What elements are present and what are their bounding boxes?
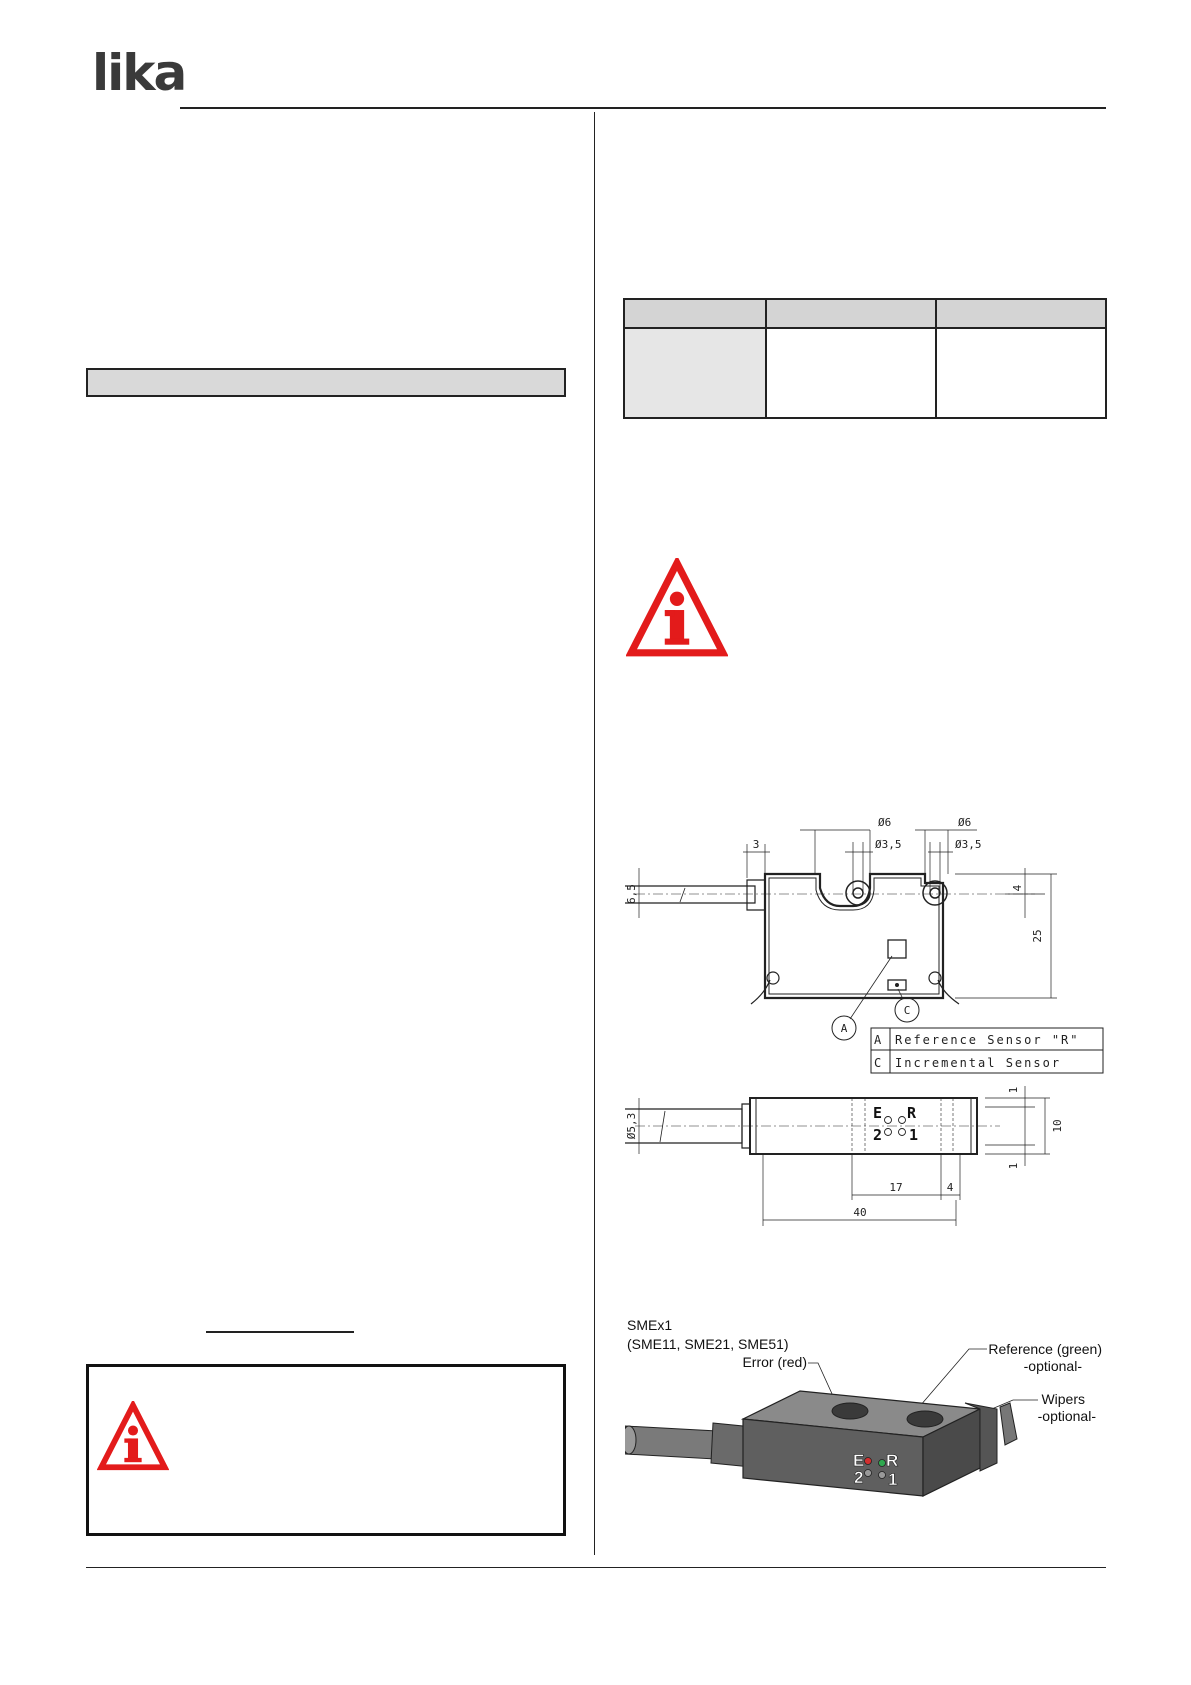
column-divider [594, 112, 595, 1555]
wipers-optional-label: -optional- [1037, 1408, 1096, 1424]
led-2-label: 2 [873, 1126, 883, 1144]
dimension-label: 25 [1031, 929, 1044, 943]
dimension-label: 10 [1051, 1119, 1064, 1133]
dimension-label: Ø6 [958, 816, 972, 829]
note-box [86, 1364, 566, 1536]
info-warning-icon [97, 1401, 169, 1473]
legend-text-c: Incremental Sensor [895, 1056, 1062, 1070]
callout-a-label: A [840, 1022, 848, 1035]
callout-c-label: C [903, 1004, 911, 1017]
dimension-label: 1 [1007, 1162, 1020, 1170]
footer-rule [86, 1567, 1106, 1568]
dimension-label: Ø3,5 [955, 838, 982, 851]
device-isometric-drawing [625, 1311, 1105, 1511]
dimension-label: 3 [752, 838, 760, 851]
dimension-label: Ø5,3 [625, 1112, 638, 1140]
header-rule [180, 107, 1106, 109]
dimension-label: 40 [853, 1206, 867, 1219]
section-heading-bar [86, 368, 566, 397]
table-cell [936, 328, 1106, 418]
table-cell [624, 328, 766, 418]
led-1-label: 1 [909, 1126, 919, 1144]
table-cell [766, 328, 937, 418]
table-header-row [624, 299, 1106, 328]
legend-key-c: C [874, 1056, 882, 1070]
variants-label: (SME11, SME21, SME51) [627, 1336, 789, 1352]
error-led-label: Error (red) [742, 1354, 807, 1370]
table-header-cell [766, 299, 937, 328]
led-e-label: E [873, 1104, 883, 1122]
iso-led-1: 1 [888, 1470, 898, 1489]
table-header-cell [936, 299, 1106, 328]
table-header-cell [624, 299, 766, 328]
legend-key-a: A [874, 1033, 882, 1047]
dimension-label: 17 [889, 1181, 903, 1194]
dimension-label: 1 [1007, 1086, 1020, 1094]
iso-led-2: 2 [854, 1468, 864, 1487]
dimension-label: Ø3,5 [875, 838, 902, 851]
wipers-label: Wipers [1041, 1391, 1085, 1407]
legend-text-a: Reference Sensor "R" [895, 1033, 1080, 1047]
dimension-label: 4 [1011, 884, 1024, 892]
model-label: SMEx1 [627, 1317, 673, 1333]
reference-optional-label: -optional- [1023, 1358, 1082, 1374]
reference-led [879, 1460, 886, 1467]
dimension-label: Ø6 [878, 816, 892, 829]
led-r-label: R [907, 1104, 917, 1122]
dimension-drawing [625, 808, 1105, 1226]
table-row [624, 328, 1106, 418]
reference-led-label: Reference (green) [988, 1341, 1102, 1357]
error-led [865, 1458, 872, 1465]
dimension-label: 6,5 [625, 884, 638, 904]
info-warning-icon [626, 558, 728, 660]
dimension-label: 4 [946, 1181, 954, 1194]
lika-logo: lika [92, 44, 186, 102]
iso-led-r: R [886, 1451, 899, 1470]
underlined-heading [206, 1331, 354, 1333]
iso-led-e: E [853, 1451, 865, 1470]
spec-table [623, 298, 1107, 419]
